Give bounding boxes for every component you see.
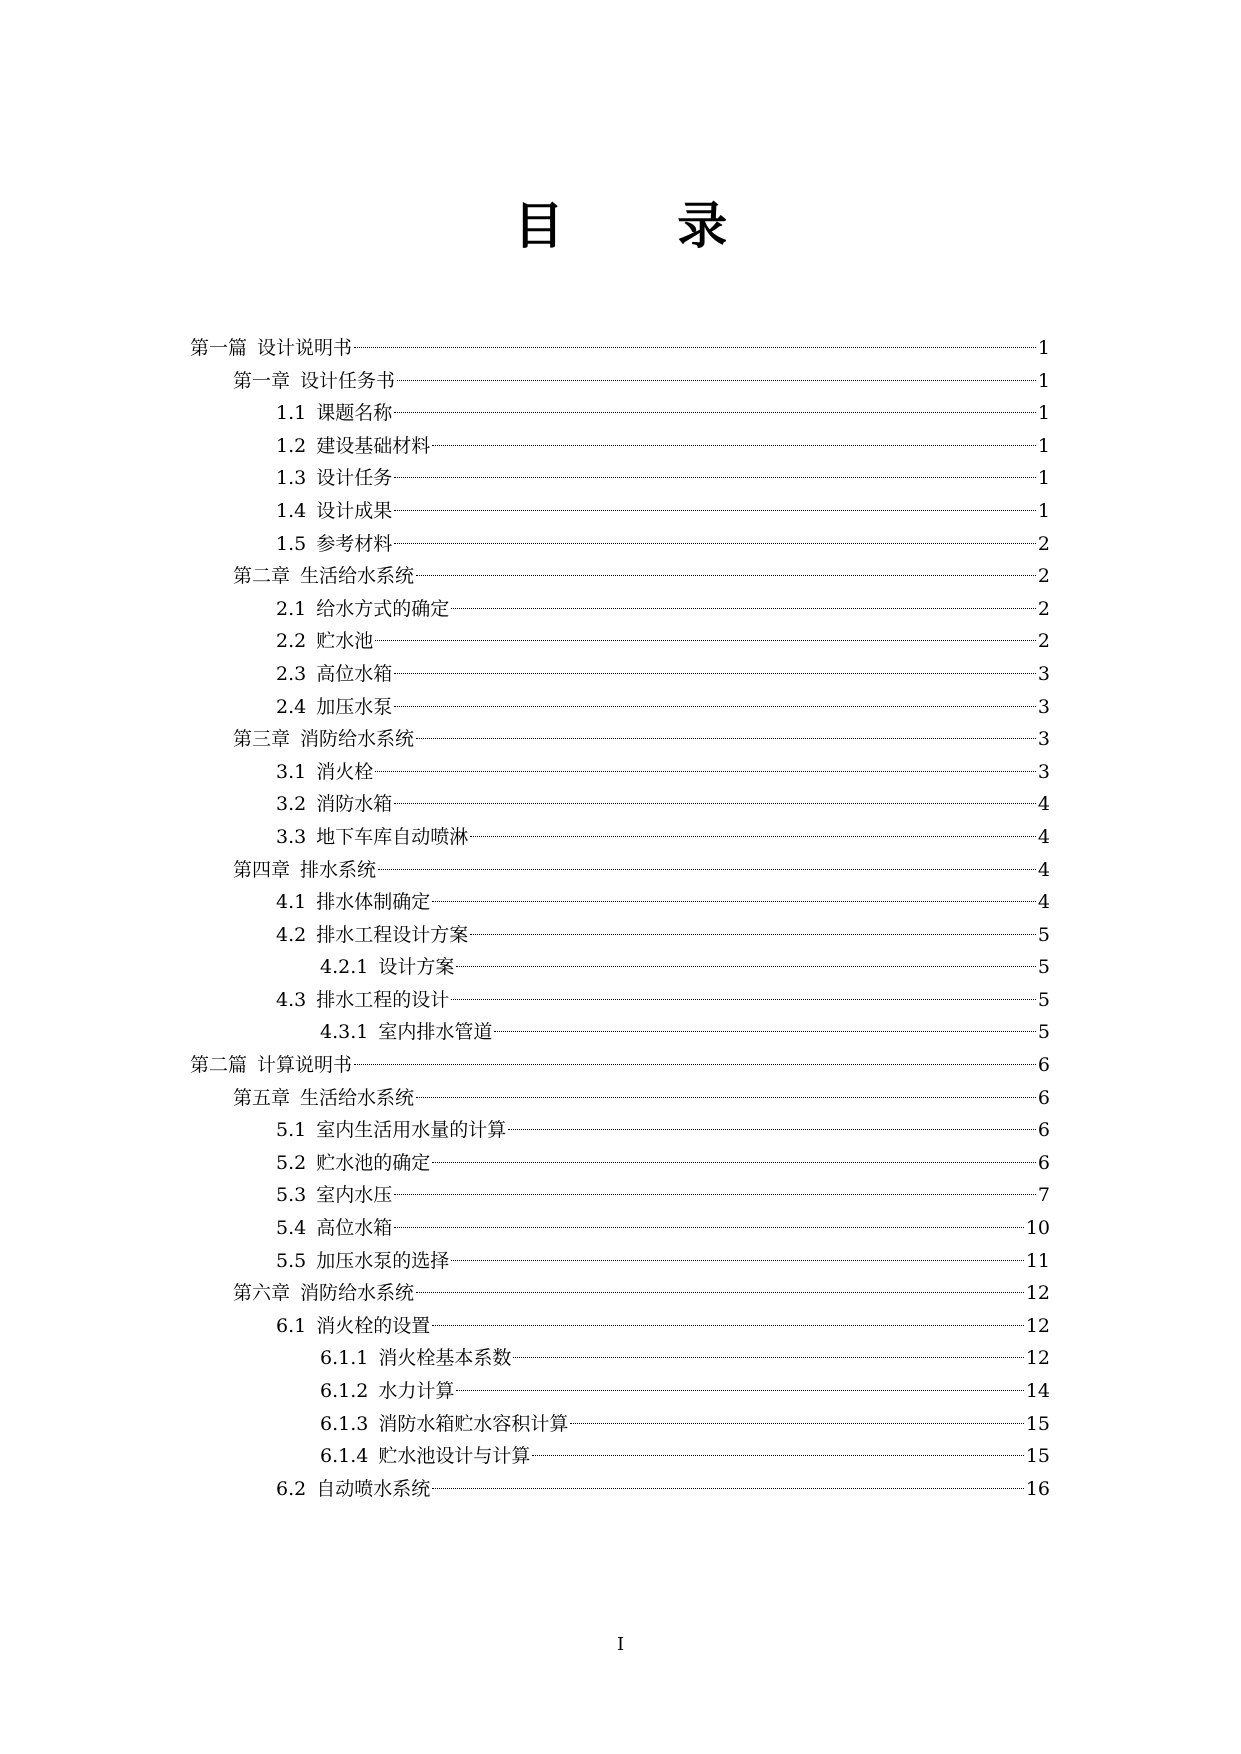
toc-entry-title: 消火栓 bbox=[316, 760, 374, 783]
dot-leader bbox=[394, 803, 1036, 804]
toc-entry-page: 3 bbox=[1037, 695, 1050, 718]
toc-entry-page: 15 bbox=[1025, 1412, 1050, 1435]
toc-entry-title: 水力计算 bbox=[378, 1380, 455, 1402]
toc-entry-title: 生活给水系统 bbox=[300, 1086, 415, 1109]
toc-entry-page: 1 bbox=[1037, 434, 1050, 457]
dot-leader bbox=[508, 1129, 1036, 1130]
toc-entry-number: 4.3 bbox=[276, 988, 307, 1011]
toc-entry-number: 5.3 bbox=[276, 1184, 307, 1207]
dot-leader bbox=[432, 1488, 1024, 1489]
toc-entry[interactable] bbox=[190, 593, 1050, 626]
toc-entry-number: 2.3 bbox=[276, 662, 307, 685]
toc-entry-page: 5 bbox=[1037, 988, 1050, 1011]
toc-entry-title: 加压水泵的选择 bbox=[316, 1249, 450, 1272]
toc-entry-page: 1 bbox=[1037, 369, 1050, 392]
dot-leader bbox=[470, 934, 1036, 935]
toc-entry-page: 11 bbox=[1025, 1249, 1050, 1272]
toc-entry[interactable] bbox=[190, 1310, 1050, 1343]
toc-entry-page: 1 bbox=[1037, 402, 1050, 425]
dot-leader bbox=[456, 966, 1036, 967]
toc-entry-number: 第一章 bbox=[233, 369, 291, 392]
dot-leader bbox=[354, 347, 1036, 348]
dot-leader bbox=[432, 901, 1036, 902]
page-title: 目 录 bbox=[513, 197, 776, 255]
toc-entry-title: 消防水箱 bbox=[316, 793, 393, 816]
toc-entry-page: 7 bbox=[1037, 1184, 1050, 1207]
toc-entry[interactable] bbox=[190, 984, 1050, 1017]
toc-entry-number: 5.2 bbox=[276, 1151, 307, 1174]
toc-entry-number: 第六章 bbox=[233, 1282, 291, 1305]
toc-entry-page: 4 bbox=[1037, 825, 1050, 848]
dot-leader bbox=[416, 1097, 1036, 1098]
dot-leader bbox=[451, 1260, 1024, 1261]
toc-entry-title: 加压水泵 bbox=[316, 695, 393, 718]
toc-entry-title: 消防给水系统 bbox=[300, 1282, 415, 1305]
toc-entry-title: 地下车库自动喷淋 bbox=[316, 825, 469, 848]
toc-entry-number: 3.2 bbox=[276, 793, 307, 816]
toc-entry[interactable] bbox=[190, 1114, 1050, 1147]
toc-entry-number: 2.2 bbox=[276, 630, 307, 653]
toc-entry-page: 6 bbox=[1037, 1151, 1050, 1174]
dot-leader bbox=[394, 543, 1036, 544]
toc-entry-title: 高位水箱 bbox=[316, 662, 393, 685]
toc-entry-page: 12 bbox=[1025, 1314, 1050, 1337]
toc-entry[interactable] bbox=[190, 1440, 1050, 1473]
toc-entry-number: 1.2 bbox=[276, 434, 307, 457]
toc-entry-page: 6 bbox=[1037, 1119, 1050, 1142]
toc-entry-title: 参考材料 bbox=[316, 532, 393, 555]
toc-entry-page: 1 bbox=[1037, 499, 1050, 522]
toc-entry-page: 15 bbox=[1025, 1445, 1050, 1468]
toc-entry-number: 3.3 bbox=[276, 825, 307, 848]
toc-entry[interactable] bbox=[190, 430, 1050, 463]
dot-leader bbox=[451, 608, 1036, 609]
dot-leader bbox=[513, 1357, 1023, 1358]
toc-entry-number: 3.1 bbox=[276, 760, 307, 783]
toc-entry[interactable] bbox=[190, 1473, 1050, 1506]
toc-entry-page: 1 bbox=[1037, 337, 1050, 359]
toc-entry-page: 5 bbox=[1037, 1021, 1050, 1044]
toc-entry-page: 12 bbox=[1025, 1347, 1050, 1370]
toc-entry[interactable] bbox=[190, 1049, 1050, 1082]
dot-leader bbox=[394, 673, 1036, 674]
toc-entry-page: 6 bbox=[1037, 1054, 1050, 1077]
toc-entry-title: 消防水箱贮水容积计算 bbox=[378, 1412, 569, 1435]
toc-entry-page: 1 bbox=[1037, 467, 1050, 490]
toc-entry-title: 室内水压 bbox=[316, 1184, 393, 1207]
dot-leader bbox=[416, 738, 1036, 739]
dot-leader bbox=[378, 869, 1036, 870]
toc-entry-title: 贮水池的确定 bbox=[316, 1151, 431, 1174]
toc-entry-title: 排水系统 bbox=[300, 858, 377, 881]
toc-entry[interactable] bbox=[190, 625, 1050, 658]
dot-leader bbox=[432, 445, 1036, 446]
toc-entry-number: 5.5 bbox=[276, 1249, 307, 1272]
toc-entry-number: 6.1 bbox=[276, 1314, 307, 1337]
toc-entry[interactable] bbox=[190, 1245, 1050, 1278]
toc-entry-number: 1.5 bbox=[276, 532, 307, 555]
dot-leader bbox=[394, 1194, 1036, 1195]
toc-entry-title: 设计任务 bbox=[316, 467, 393, 490]
dot-leader bbox=[354, 1064, 1036, 1065]
toc-entry[interactable] bbox=[190, 658, 1050, 691]
toc-entry-title: 消防给水系统 bbox=[300, 728, 415, 751]
toc-entry[interactable] bbox=[190, 1277, 1050, 1310]
toc-entry[interactable] bbox=[190, 560, 1050, 593]
toc-entry-page: 10 bbox=[1025, 1217, 1050, 1240]
toc-entry-page: 5 bbox=[1037, 956, 1050, 979]
toc-entry-title: 设计任务书 bbox=[300, 369, 396, 392]
dot-leader bbox=[470, 836, 1036, 837]
toc-entry-number: 第四章 bbox=[233, 858, 291, 881]
toc-entry[interactable] bbox=[190, 951, 1050, 984]
toc-entry-page: 6 bbox=[1037, 1086, 1050, 1109]
toc-entry[interactable] bbox=[190, 919, 1050, 952]
toc-entry-number: 1.3 bbox=[276, 467, 307, 490]
dot-leader bbox=[394, 706, 1036, 707]
toc-entry-title: 排水体制确定 bbox=[316, 891, 431, 914]
toc-entry-title: 排水工程的设计 bbox=[316, 988, 450, 1011]
dot-leader bbox=[494, 1031, 1036, 1032]
toc-entry-number: 第二章 bbox=[233, 565, 291, 588]
toc-entry[interactable] bbox=[190, 1408, 1050, 1441]
toc-entry-title: 设计成果 bbox=[316, 499, 393, 522]
dot-leader bbox=[416, 575, 1036, 576]
toc-entry-page: 2 bbox=[1037, 597, 1050, 620]
toc-entry-number: 4.3.1 bbox=[320, 1021, 369, 1044]
toc-entry[interactable] bbox=[190, 528, 1050, 561]
page-number: I bbox=[616, 1634, 625, 1655]
toc-entry-title: 消火栓基本系数 bbox=[378, 1347, 512, 1370]
toc-entry-page: 2 bbox=[1037, 532, 1050, 555]
toc-entry-page: 3 bbox=[1037, 760, 1050, 783]
toc-entry-page: 5 bbox=[1037, 923, 1050, 946]
toc-entry-number: 6.1.3 bbox=[320, 1412, 369, 1435]
table-of-contents bbox=[190, 332, 1050, 1505]
toc-entry-number: 1.4 bbox=[276, 499, 307, 522]
toc-entry-page: 4 bbox=[1037, 858, 1050, 881]
toc-entry-number: 1.1 bbox=[276, 402, 307, 425]
toc-entry-number: 5.4 bbox=[276, 1217, 307, 1240]
toc-entry-number: 第三章 bbox=[233, 728, 291, 751]
toc-entry[interactable] bbox=[190, 854, 1050, 887]
toc-entry-number: 4.1 bbox=[276, 891, 307, 914]
toc-entry[interactable] bbox=[190, 886, 1050, 919]
dot-leader bbox=[416, 1292, 1024, 1293]
dot-leader bbox=[394, 477, 1036, 478]
toc-entry-number: 2.4 bbox=[276, 695, 307, 718]
toc-entry-title: 消火栓的设置 bbox=[316, 1314, 431, 1337]
toc-entry-page: 2 bbox=[1037, 630, 1050, 653]
toc-entry-page: 4 bbox=[1037, 793, 1050, 816]
toc-entry[interactable] bbox=[190, 1342, 1050, 1375]
toc-entry-title: 课题名称 bbox=[316, 402, 393, 425]
toc-entry-number: 4.2.1 bbox=[320, 956, 369, 979]
toc-entry-page: 3 bbox=[1037, 728, 1050, 751]
toc-entry-title: 室内生活用水量的计算 bbox=[316, 1119, 507, 1142]
toc-entry-page: 12 bbox=[1025, 1282, 1050, 1305]
toc-entry-title: 室内排水管道 bbox=[378, 1021, 493, 1044]
toc-entry-number: 6.1.4 bbox=[320, 1445, 369, 1468]
toc-entry[interactable] bbox=[190, 462, 1050, 495]
toc-entry[interactable] bbox=[190, 1375, 1050, 1408]
toc-entry-title: 建设基础材料 bbox=[316, 434, 431, 457]
toc-entry-title: 贮水池 bbox=[316, 630, 374, 653]
toc-entry-number: 第五章 bbox=[233, 1086, 291, 1109]
dot-leader bbox=[432, 1325, 1024, 1326]
dot-leader bbox=[456, 1390, 1023, 1391]
toc-entry[interactable] bbox=[190, 1147, 1050, 1180]
toc-entry-number: 第二篇 bbox=[190, 1054, 248, 1077]
dot-leader bbox=[532, 1455, 1023, 1456]
toc-entry[interactable] bbox=[190, 788, 1050, 821]
toc-entry-page: 16 bbox=[1025, 1477, 1050, 1500]
toc-entry-title: 排水工程设计方案 bbox=[316, 923, 469, 946]
toc-entry-title: 高位水箱 bbox=[316, 1217, 393, 1240]
toc-entry-page: 2 bbox=[1037, 565, 1050, 588]
toc-entry-page: 4 bbox=[1037, 891, 1050, 914]
toc-entry[interactable] bbox=[190, 723, 1050, 756]
toc-entry-title: 生活给水系统 bbox=[300, 565, 415, 588]
dot-leader bbox=[375, 771, 1036, 772]
toc-entry-number: 5.1 bbox=[276, 1119, 307, 1142]
toc-entry-page: 3 bbox=[1037, 662, 1050, 685]
toc-entry-number: 6.2 bbox=[276, 1477, 307, 1500]
toc-entry[interactable] bbox=[190, 1016, 1050, 1049]
toc-entry-number: 第一篇 bbox=[190, 337, 248, 359]
toc-entry-number: 2.1 bbox=[276, 597, 307, 620]
toc-entry[interactable] bbox=[190, 691, 1050, 724]
toc-entry-title: 贮水池设计与计算 bbox=[378, 1445, 531, 1468]
dot-leader bbox=[397, 380, 1036, 381]
toc-entry-title: 设计方案 bbox=[378, 956, 455, 979]
toc-entry[interactable] bbox=[190, 1179, 1050, 1212]
toc-entry-title: 设计说明书 bbox=[257, 337, 353, 359]
toc-entry[interactable] bbox=[190, 821, 1050, 854]
dot-leader bbox=[394, 1227, 1024, 1228]
toc-entry-number: 4.2 bbox=[276, 923, 307, 946]
dot-leader bbox=[451, 999, 1036, 1000]
toc-entry-number: 6.1.2 bbox=[320, 1380, 369, 1402]
dot-leader bbox=[375, 640, 1036, 641]
toc-entry-title: 自动喷水系统 bbox=[316, 1477, 431, 1500]
dot-leader bbox=[394, 510, 1036, 511]
toc-entry[interactable] bbox=[190, 332, 1050, 365]
toc-entry-title: 给水方式的确定 bbox=[316, 597, 450, 620]
toc-entry[interactable] bbox=[190, 1212, 1050, 1245]
toc-entry[interactable] bbox=[190, 1082, 1050, 1115]
dot-leader bbox=[432, 1162, 1036, 1163]
toc-entry-title: 计算说明书 bbox=[257, 1054, 353, 1077]
toc-entry-page: 14 bbox=[1025, 1380, 1050, 1402]
toc-entry-number: 6.1.1 bbox=[320, 1347, 369, 1370]
dot-leader bbox=[570, 1423, 1023, 1424]
toc-entry[interactable] bbox=[190, 495, 1050, 528]
toc-entry[interactable] bbox=[190, 365, 1050, 398]
dot-leader bbox=[394, 412, 1036, 413]
toc-entry[interactable] bbox=[190, 756, 1050, 789]
toc-entry[interactable] bbox=[190, 397, 1050, 430]
